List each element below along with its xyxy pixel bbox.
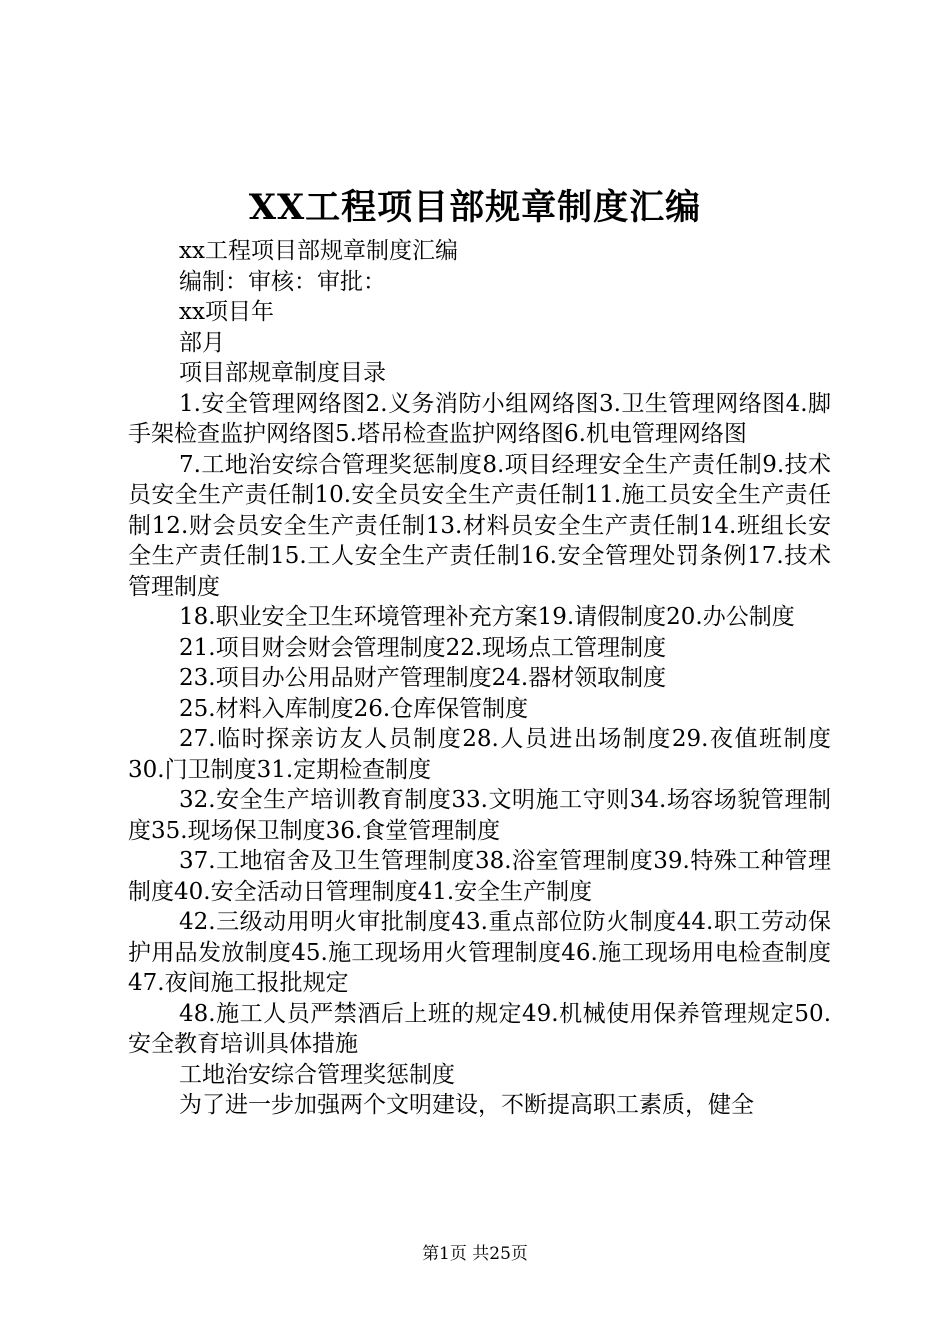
toc-paragraph: 32.安全生产培训教育制度33.文明施工守则34.场容场貌管理制度35.现场保卫制度36.食堂管理制度	[128, 787, 831, 844]
toc-paragraph: 25.材料入库制度26.仓库保管制度	[179, 695, 529, 722]
paragraph-approval-line: 编制：审核：审批：	[179, 268, 386, 295]
paragraph-doc-name: xx工程项目部规章制度汇编	[179, 238, 458, 264]
body-paragraph: 为了进一步加强两个文明建设，不断提高职工素质，健全	[179, 1092, 754, 1118]
page-footer: 第1页 共25页	[422, 1244, 528, 1264]
document-body	[128, 236, 831, 1121]
toc-paragraph: 7.工地治安综合管理奖惩制度8.项目经理安全生产责任制9.技术员安全生产责任制10.安全员安全生产责任制11.施工员安全生产责任制12.财会员安全生产责任制13.材料员安全生产责任制14.班组长安全生产责任制15.工人安全生产责任制16.安全管理处罚条例17.技术管理制度	[128, 451, 831, 600]
toc-paragraph: 48.施工人员严禁酒后上班的规定49.机械使用保养管理规定50.安全教育培训具体措施	[128, 1000, 831, 1057]
paragraph-project-year: xx项目年	[179, 299, 274, 325]
toc-paragraph: 21.项目财会财会管理制度22.现场点工管理制度	[179, 634, 667, 661]
toc-paragraph: 37.工地宿舍及卫生管理制度38.浴室管理制度39.特殊工种管理制度40.安全活动日管理制度41.安全生产制度	[128, 848, 831, 905]
document-title: XX工程项目部规章制度汇编	[248, 187, 702, 228]
paragraph-dept-month: 部月	[179, 329, 225, 356]
paragraph-toc-heading: 项目部规章制度目录	[179, 360, 386, 386]
toc-paragraph: 23.项目办公用品财产管理制度24.器材领取制度	[179, 665, 667, 691]
toc-paragraph: 42.三级动用明火审批制度43.重点部位防火制度44.职工劳动保护用品发放制度45.施工现场用火管理制度46.施工现场用电检查制度47.夜间施工报批规定	[128, 909, 831, 996]
toc-paragraph: 27.临时探亲访友人员制度28.人员进出场制度29.夜值班制度30.门卫制度31.定期检查制度	[128, 726, 831, 783]
toc-paragraph: 1.安全管理网络图2.义务消防小组网络图3.卫生管理网络图4.脚手架检查监护网络图5.塔吊检查监护网络图6.机电管理网络图	[128, 390, 831, 447]
section-heading: 工地治安综合管理奖惩制度	[179, 1061, 455, 1088]
toc-paragraph: 18.职业安全卫生环境管理补充方案19.请假制度20.办公制度	[179, 604, 795, 630]
